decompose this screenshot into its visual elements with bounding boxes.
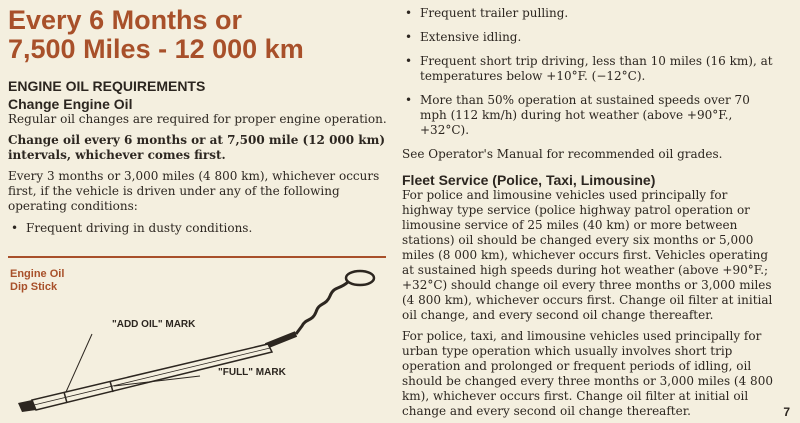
full-mark-label: "FULL" MARK [218,367,286,378]
dipstick-illustration [14,262,386,422]
fleet-para-1: For police and limousine vehicles used principally for highway type service (police highway patrol operation or limousine service of 25 miles (40 km) or more between stations) oil should be changed every six months or 5,000 miles (8 000 km), whichever occurs first. Vehicles operating at sustained high speeds during hot weather (above +90°F.; +32°C) should change oil every three months or 3,000 miles (4 800 km), whichever occurs first. Change oil filter at initial oil change, and every second oil change thereafter. [402,188,773,322]
dipstick-handle-loop [346,271,374,285]
add-oil-mark-label: "ADD OIL" MARK [112,319,196,330]
engine-oil-heading: ENGINE OIL REQUIREMENTS [8,78,206,94]
bullet-short-trip: • Frequent short trip driving, less than 10 miles (16 km), at temperatures below +10°F. (−12°C). [402,54,780,84]
page-title-line2: 7,500 Miles - 12 000 km [8,34,304,64]
dipstick-tube [266,334,296,346]
figure-caption-line2: Dip Stick [10,281,58,293]
page-number: 7 [783,405,790,419]
change-oil-subheading: Change Engine Oil [8,96,133,112]
right-column [402,6,780,419]
severe-intro-text: Every 3 months or 3,000 miles (4 800 km), whichever occurs first, if the vehicle is driven under any of the following operating conditions: [8,169,380,213]
page-title [8,6,388,64]
dipstick-wavy-section [296,282,348,334]
bullet-trailer: • Frequent trailer pulling. [402,6,780,21]
fleet-service-heading: Fleet Service (Police, Taxi, Limousine) [402,172,656,188]
interval-text: Change oil every 6 months or at 7,500 mile (12 000 km) intervals, whichever comes first. [8,133,385,162]
bullet-dusty: • Frequent driving in dusty conditions. [8,221,388,236]
figure-caption-line1: Engine Oil [10,268,65,280]
fleet-para-2: For police, taxi, and limousine vehicles used principally for urban type operation which usually involves short trip operation and prolonged or frequent periods of idling, oil should be changed every three months or 3,000 miles (4 800 km), whichever occurs first. Change oil filter at initial oil change and every second oil change thereafter. [402,329,773,418]
left-column [8,6,388,236]
bullet-high-speed: • More than 50% operation at sustained speeds over 70 mph (112 km/h) during hot weather (above +90°F., +32°C). [402,93,780,138]
page-title-line1: Every 6 Months or [8,5,243,35]
intro-text: Regular oil changes are required for proper engine operation. [8,112,387,126]
bullet-idling: • Extensive idling. [402,30,780,45]
add-oil-leader [66,334,92,392]
figure-divider [8,256,386,258]
see-manual-text: See Operator's Manual for recommended oil grades. [402,147,723,161]
